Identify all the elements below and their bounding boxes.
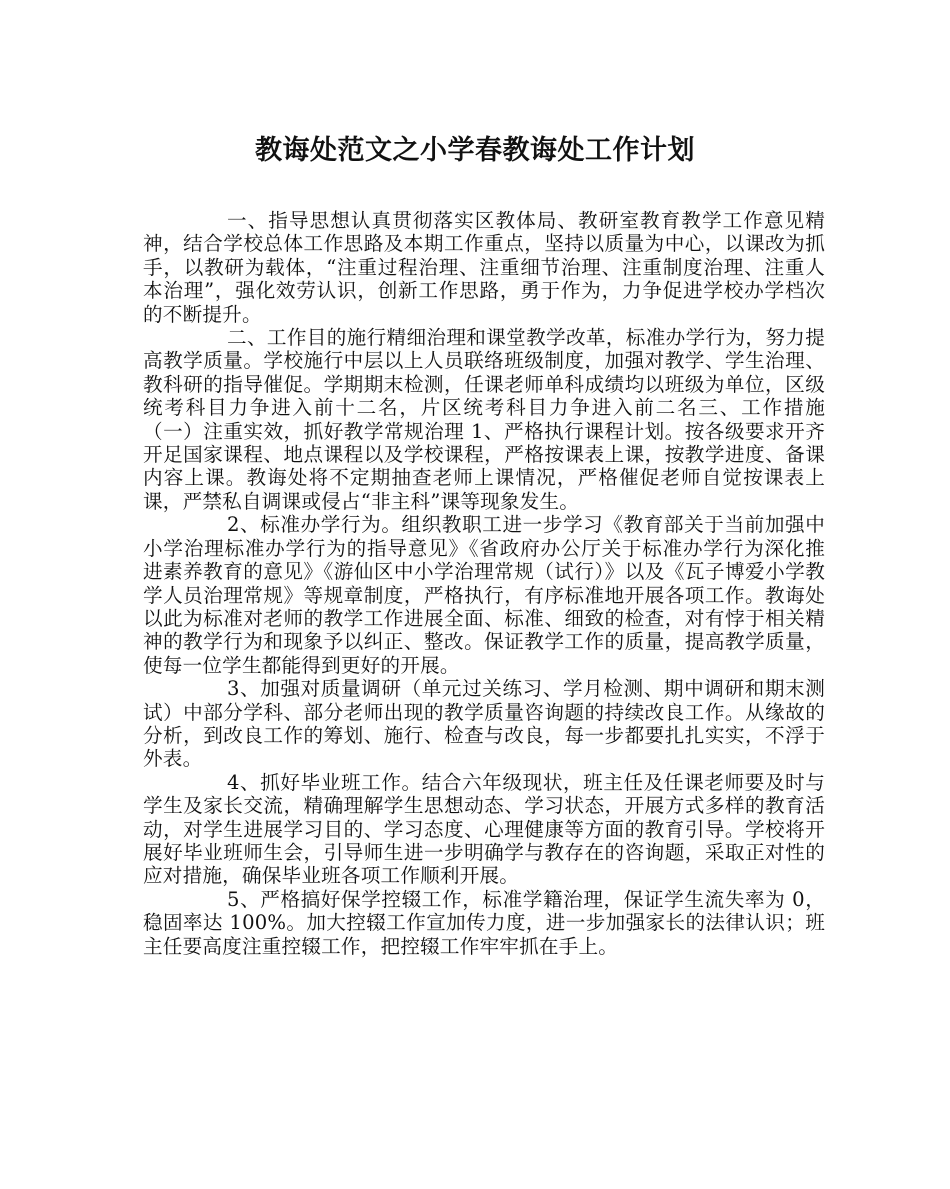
paragraph-work-goals: 二、工作目的施行精细治理和课堂教学改革，标准办学行为，努力提高教学质量。学校施行中层以上人员联络班级制度，加强对教学、学生治理、教科研的指导催促。学期期末检测，任课老师单科成绩均以班级为单位，区级统考科目力争进入前十二名，片区统考科目力争进入前二名三、工作措施（一）注重实效，抓好教学常规治理 1、严格执行课程计划。按各级要求开齐开足国家课程、地点课程以及学校课程，严格按课表上课，按教学进度、备课内容上课。教诲处将不定期抽查老师上课情况，严格催促老师自觉按课表上课，严禁私自调课或侵占“非主科”课等现象发生。 — [143, 326, 825, 513]
paragraph-graduating-class: 4、抓好毕业班工作。结合六年级现状，班主任及任课老师要及时与学生及家长交流，精确理解学生思想动态、学习状态，开展方式多样的教育活动，对学生进展学习目的、学习态度、心理健康等方面的教育引导。学校将开展好毕业班师生会，引导师生进一步明确学与教存在的咨询题，采取正对性的应对措施，确保毕业班各项工作顺利开展。 — [143, 770, 825, 888]
document-title: 教诲处范文之小学春教诲处工作计划 — [255, 135, 695, 166]
document-body — [143, 209, 825, 958]
paragraph-quality-research: 3、加强对质量调研（单元过关练习、学月检测、期中调研和期末测试）中部分学科、部分老师出现的教学质量咨询题的持续改良工作。从缘故的分析，到改良工作的筹划、施行、检查与改良，每一步都要扎扎实实，不浮于外表。 — [143, 677, 825, 771]
paragraph-dropout-control: 5、严格搞好保学控辍工作，标准学籍治理，保证学生流失率为 0，稳固率达 100%。加大控辍工作宣加传力度，进一步加强家长的法律认识；班主任要高度注重控辍工作，把控辍工作牢牢抓在手上。 — [143, 887, 825, 958]
paragraph-guiding-ideology: 一、指导思想认真贯彻落实区教体局、教研室教育教学工作意见精神，结合学校总体工作思路及本期工作重点，坚持以质量为中心，以课改为抓手，以教研为载体，“注重过程治理、注重细节治理、注重制度治理、注重人本治理”，强化效劳认识，创新工作思路，勇于作为，力争促进学校办学档次的不断提升。 — [143, 209, 825, 326]
paragraph-standard-conduct: 2、标准办学行为。组织教职工进一步学习《教育部关于当前加强中小学治理标准办学行为的指导意见》《省政府办公厅关于标准办学行为深化推进素养教育的意见》《游仙区中小学治理常规（试行）》以及《瓦子博爱小学教学人员治理常规》等规章制度，严格执行，有序标准地开展各项工作。教诲处以此为标准对老师的教学工作进展全面、标准、细致的检查，对有悖于相关精神的教学行为和现象予以纠正、整改。保证教学工作的质量，提高教学质量，使每一位学生都能得到更好的开展。 — [143, 513, 825, 677]
